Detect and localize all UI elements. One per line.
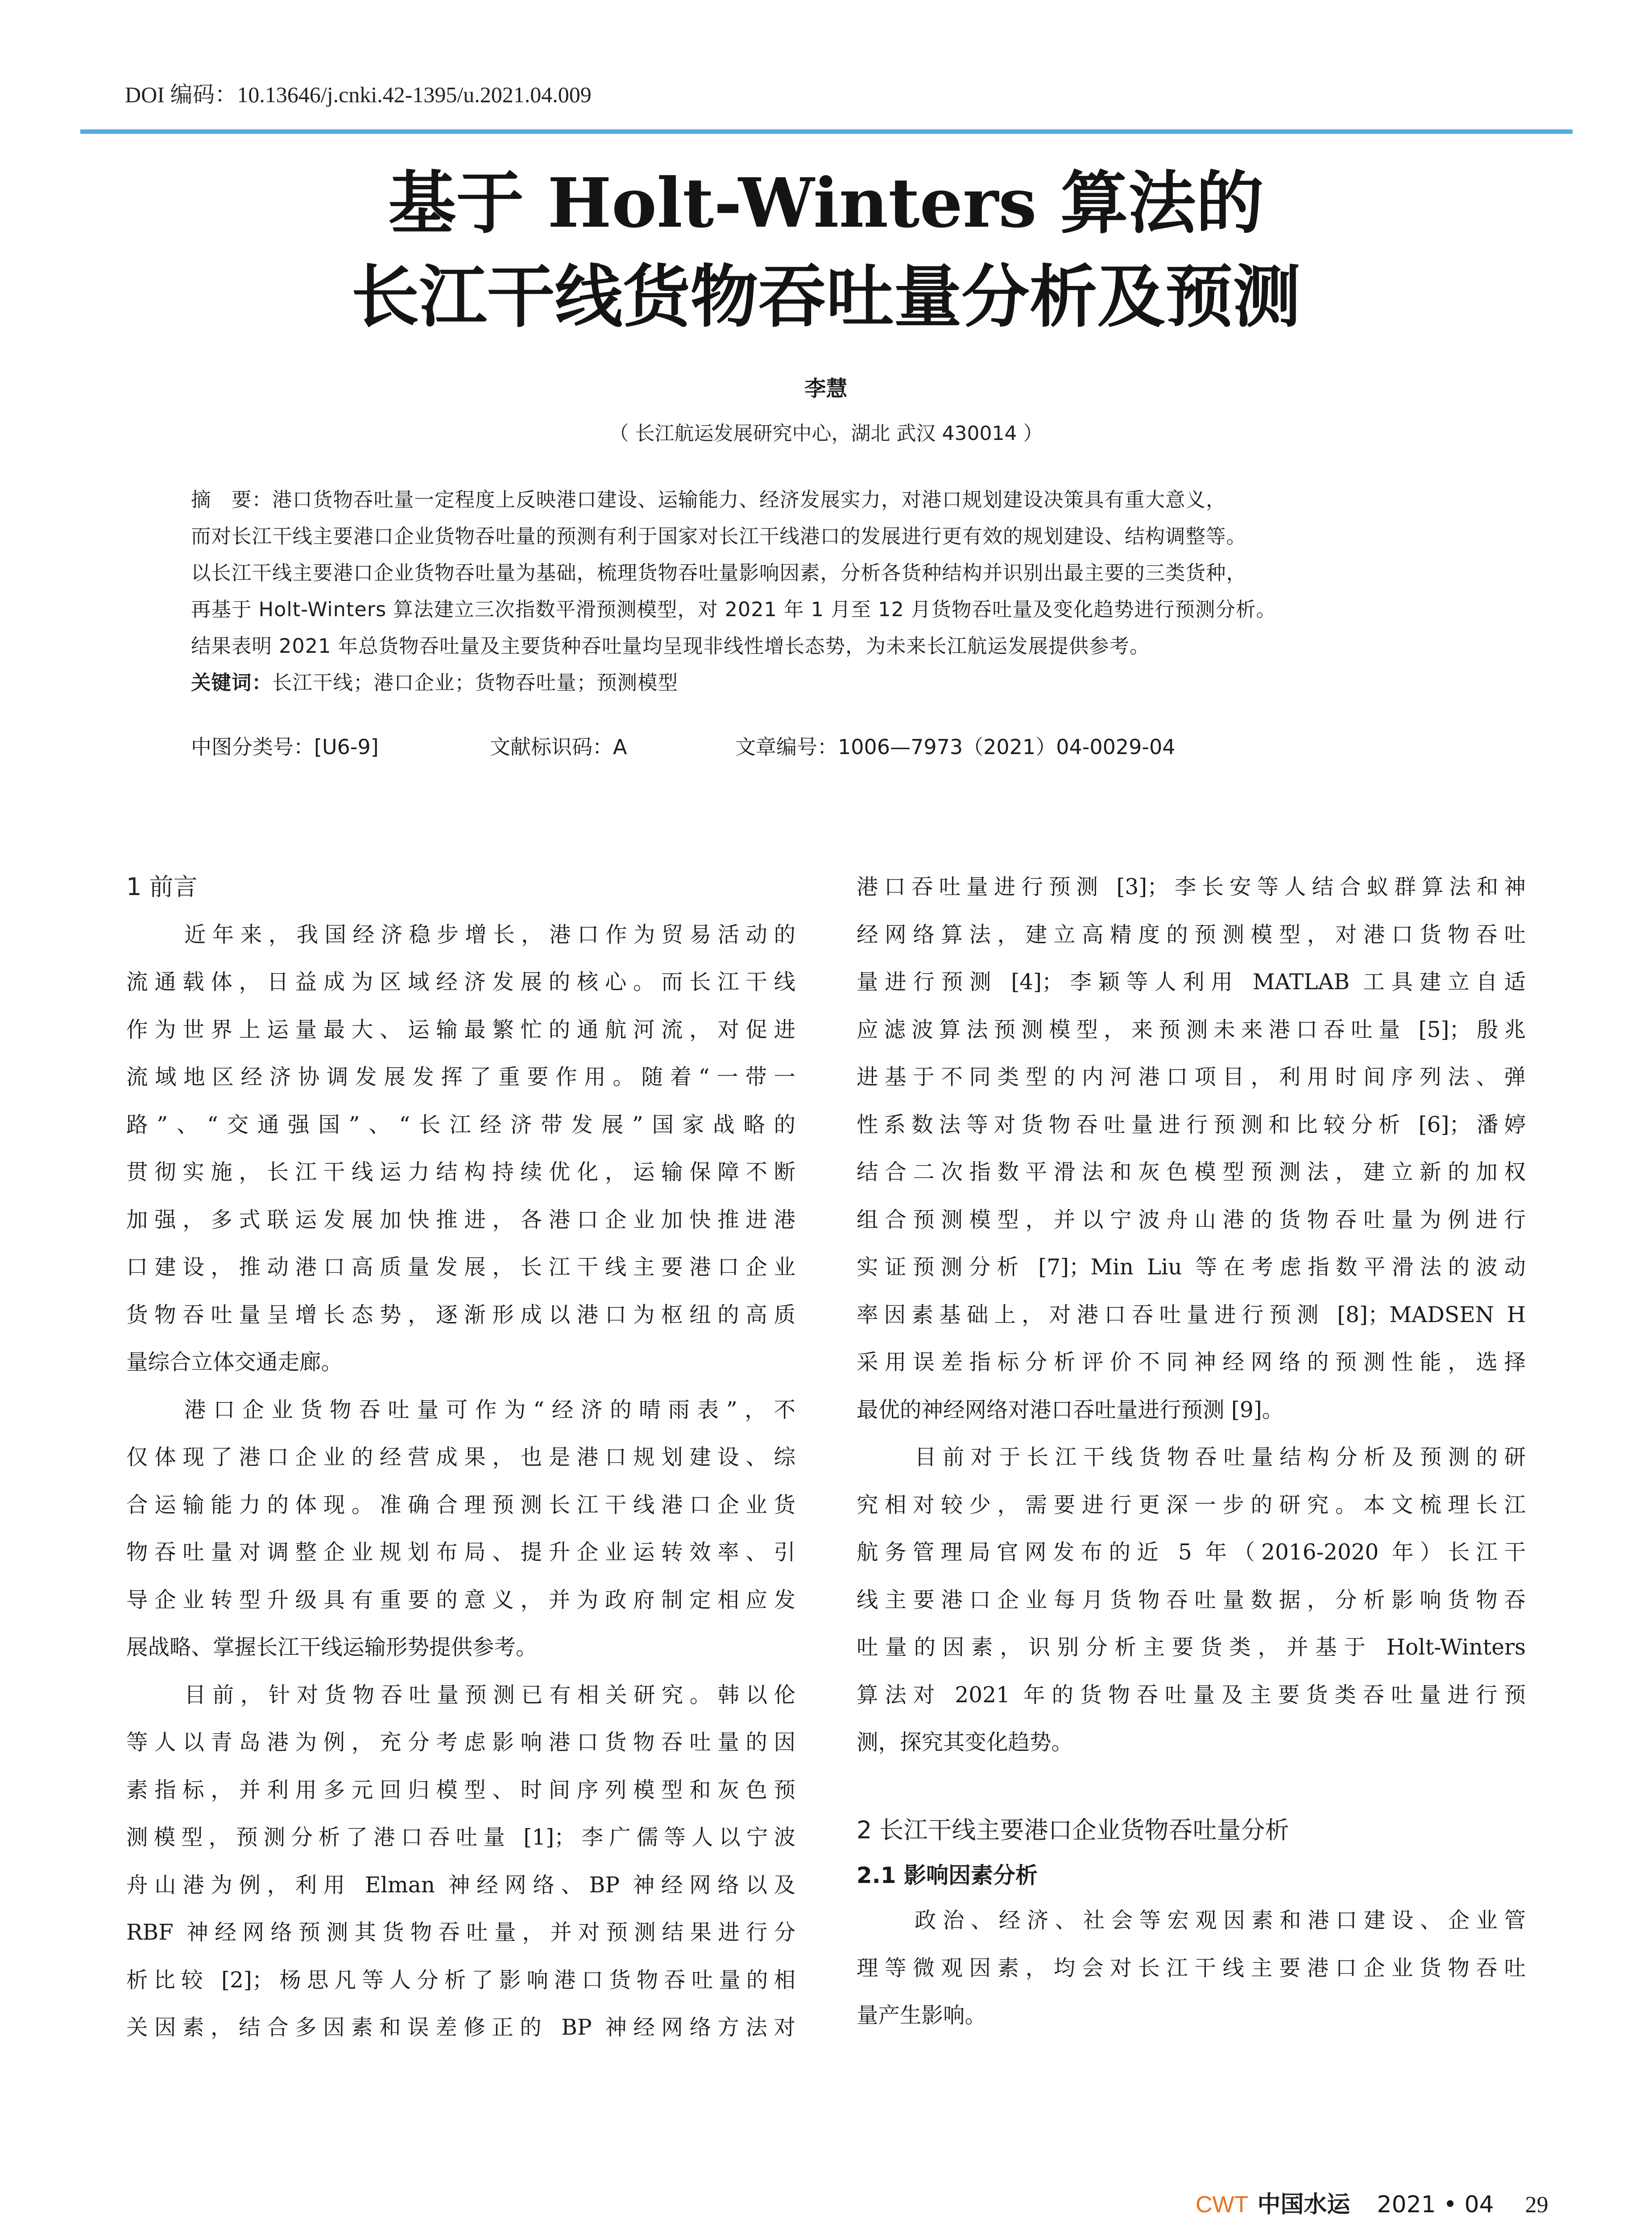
journal-logo-text: CWT [1196, 2192, 1249, 2218]
body-line: 量进行预测 [4]；李颖等人利用 MATLAB 工具建立自适 [857, 970, 1526, 995]
header-rule [80, 129, 1573, 134]
body-line: 等人以青岛港为例，充分考虑影响港口货物吞吐量的因 [126, 1730, 795, 1755]
body-line: 贯彻实施，长江干线运力结构持续优化，运输保障不断 [126, 1160, 795, 1185]
section-1-title: 1 前言 [126, 873, 198, 901]
body-line: 导企业转型升级具有重要的意义，并为政府制定相应发 [126, 1587, 795, 1613]
body-line: 政治、经济、社会等宏观因素和港口建设、企业管 [915, 1908, 1526, 1933]
body-line: 目前对于长江干线货物吞吐量结构分析及预测的研 [915, 1445, 1526, 1470]
abstract-line: 以长江干线主要港口企业货物吞吐量为基础，梳理货物吞吐量影响因素，分析各货种结构并识别出最主要的三类货种， [191, 562, 1247, 585]
body-line: 港口企业货物吞吐量可作为“经济的晴雨表”，不 [184, 1397, 795, 1422]
abstract-line: 结果表明 2021 年总货物吞吐量及主要货种吞吐量均呈现非线性增长态势，为未来长江航运发展提供参考。 [191, 635, 1150, 658]
body-line: 结合二次指数平滑法和灰色模型预测法，建立新的加权 [857, 1160, 1526, 1185]
body-line: 目前，针对货物吞吐量预测已有相关研究。韩以伦 [184, 1682, 795, 1708]
body-line: 展战略、掌握长江干线运输形势提供参考。 [126, 1635, 538, 1660]
body-line: 关因素，结合多因素和误差修正的 BP 神经网络方法对 [126, 2015, 795, 2040]
title-line-2: 长江干线货物吞吐量分析及预测 [351, 257, 1301, 336]
body-line: 析比较 [2]；杨思凡等人分析了影响港口货物吞吐量的相 [126, 1967, 795, 1993]
body-line: 线主要港口企业每月货物吞吐量数据，分析影响货物吞 [857, 1587, 1526, 1613]
body-line: 量产生影响。 [857, 2003, 987, 2028]
subsection-2-1-title: 2.1 影响因素分析 [857, 1862, 1038, 1888]
body-line: 舟山港为例，利用 Elman 神经网络、BP 神经网络以及 [126, 1872, 795, 1898]
body-line: 流通载体，日益成为区域经济发展的核心。而长江干线 [126, 970, 795, 995]
body-line: 口建设，推动港口高质量发展，长江干线主要港口企业 [126, 1255, 795, 1280]
body-line: 航务管理局官网发布的近 5 年（2016-2020 年）长江干 [857, 1540, 1526, 1565]
body-line: 应滤波算法预测模型，来预测未来港口吞吐量 [5]；殷兆 [857, 1017, 1526, 1042]
keywords-text: 长江干线；港口企业；货物吞吐量；预测模型 [272, 672, 679, 694]
body-line: 性系数法等对货物吞吐量进行预测和比较分析 [6]；潘婷 [857, 1112, 1526, 1137]
body-line: 货物吞吐量呈增长态势，逐渐形成以港口为枢纽的高质 [126, 1302, 795, 1327]
keywords [191, 665, 1485, 701]
body-line: 测，探究其变化趋势。 [857, 1730, 1073, 1755]
body-line: 流域地区经济协调发展发挥了重要作用。随着“一带一 [126, 1065, 795, 1090]
body-line: 理等微观因素，均会对长江干线主要港口企业货物吞吐 [857, 1955, 1526, 1981]
body-line: 港口吞吐量进行预测 [3]；李长安等人结合蚁群算法和神 [857, 875, 1526, 900]
title-line-1: 基于 Holt-Winters 算法的 [388, 163, 1264, 243]
author: 李慧 [804, 376, 848, 401]
issue-number: 2021 • 04 [1377, 2191, 1494, 2218]
body-line: 率因素基础上，对港口吞吐量进行预测 [8]；MADSEN H [857, 1302, 1526, 1327]
body-line: 测模型，预测分析了港口吞吐量 [1]；李广儒等人以宁波 [126, 1825, 795, 1850]
body-line: 加强，多式联运发展加快推进，各港口企业加快推进港 [126, 1207, 795, 1232]
body-line: 路”、“交通强国”、“长江经济带发展”国家战略的 [126, 1112, 795, 1137]
body-line: 量综合立体交通走廊。 [126, 1350, 343, 1375]
body-line: 进基于不同类型的内河港口项目，利用时间序列法、弹 [857, 1065, 1526, 1090]
body-line: 仅体现了港口企业的经营成果，也是港口规划建设、综 [126, 1445, 795, 1470]
body-line: 组合预测模型，并以宁波舟山港的货物吞吐量为例进行 [857, 1207, 1526, 1232]
body-line: 实证预测分析 [7]；Min Liu 等在考虑指数平滑法的波动 [857, 1255, 1526, 1280]
doi-line: DOI 编码：10.13646/j.cnki.42-1395/u.2021.04.009 [125, 82, 592, 107]
page-footer [1196, 2185, 1548, 2219]
body-line: 究相对较少，需要进行更深一步的研究。本文梳理长江 [857, 1492, 1526, 1518]
keywords-label: 关键词： [191, 672, 273, 694]
section-gap [857, 1767, 1526, 1807]
body-line: 吐量的因素，识别分析主要货类，并基于 Holt-Winters [857, 1635, 1526, 1660]
clc-number: 中图分类号：[U6-9] [191, 735, 379, 759]
body-line: 经网络算法，建立高精度的预测模型，对港口货物吞吐 [857, 922, 1526, 947]
body-line: RBF 神经网络预测其货物吞吐量，并对预测结果进行分 [126, 1920, 795, 1945]
body-line: 采用误差指标分析评价不同神经网络的预测性能，选择 [857, 1350, 1526, 1375]
body-line: 素指标，并利用多元回归模型、时间序列模型和灰色预 [126, 1777, 795, 1803]
document-code: 文献标识码：A [490, 735, 627, 759]
affiliation: （ 长江航运发展研究中心，湖北 武汉 430014 ） [609, 422, 1043, 445]
abstract-line: 再基于 Holt-Winters 算法建立三次指数平滑预测模型，对 2021 年 1 月至 12 月货物吞吐量及变化趋势进行预测分析。 [191, 598, 1277, 621]
right-column [857, 863, 1526, 2040]
body-line: 合运输能力的体现。准确合理预测长江干线港口企业货 [126, 1492, 795, 1518]
body-line: 算法对 2021 年的货物吞吐量及主要货类吞吐量进行预 [857, 1682, 1526, 1708]
body-line: 最优的神经网络对港口吞吐量进行预测 [9]。 [857, 1397, 1284, 1422]
page-number: 29 [1525, 2192, 1548, 2218]
abstract-line: 摘 要：港口货物吞吐量一定程度上反映港口建设、运输能力、经济发展实力，对港口规划建设决策具有重大意义， [191, 489, 1226, 511]
body-line: 作为世界上运量最大、运输最繁忙的通航河流，对促进 [126, 1017, 795, 1042]
abstract-line: 而对长江干线主要港口企业货物吞吐量的预测有利于国家对长江干线港口的发展进行更有效的规划建设、结构调整等。 [191, 525, 1247, 548]
body-line: 近年来，我国经济稳步增长，港口作为贸易活动的 [184, 922, 795, 947]
body-line: 物吞吐量对调整企业规划布局、提升企业运转效率、引 [126, 1540, 795, 1565]
left-column [126, 863, 795, 2052]
section-2-title: 2 长江干线主要港口企业货物吞吐量分析 [857, 1816, 1289, 1844]
abstract [191, 482, 1485, 701]
article-number: 文章编号：1006—7973（2021）04-0029-04 [735, 735, 1176, 759]
journal-name: 中国水运 [1257, 2191, 1350, 2218]
